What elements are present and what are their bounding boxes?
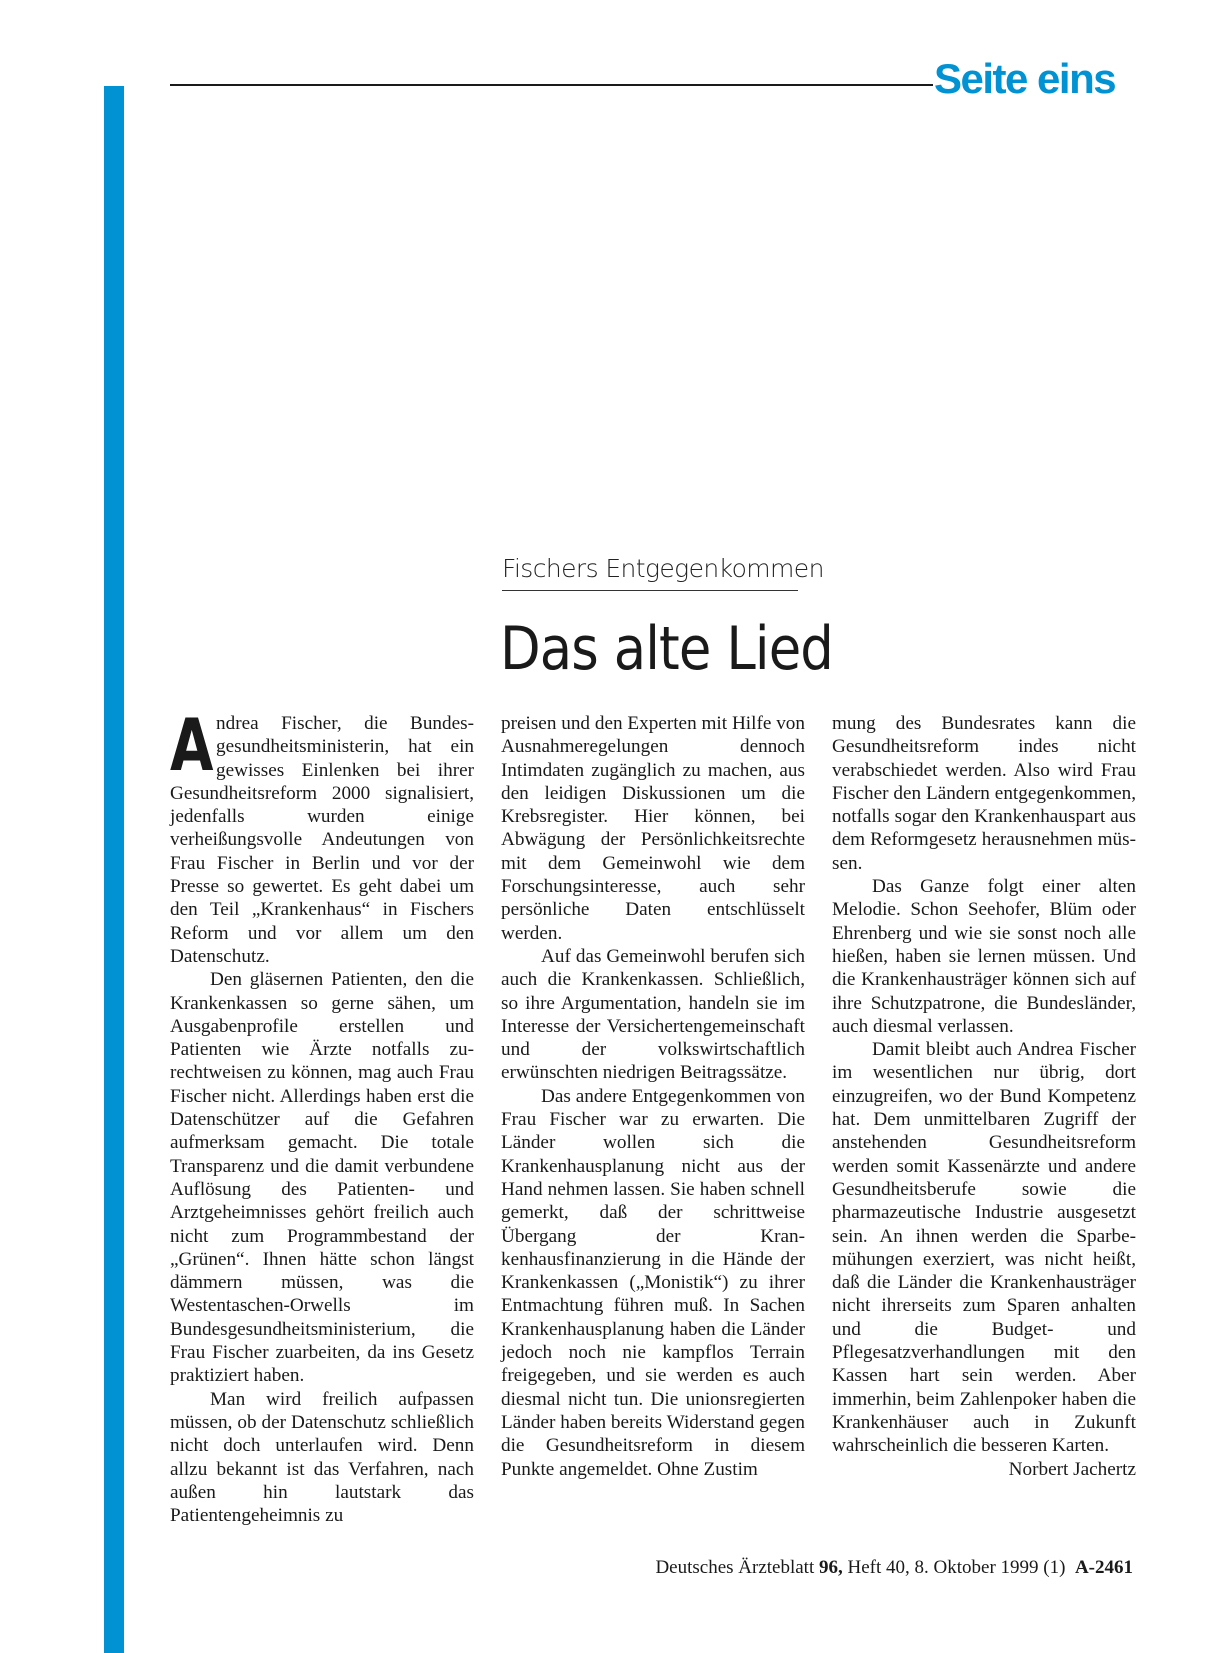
paragraph: [832, 1038, 1136, 1480]
paragraph: Man wird freilich aufpassen müssen, ob der Datenschutz schließlich nicht doch unterlaufen wird. Denn allzu bekannt ist das Verfahren, nach außen hin lautstark das Patientengeheimnis zu: [170, 1388, 474, 1527]
header-rule: [170, 84, 933, 86]
kicker-underline: [502, 590, 798, 591]
paragraph: Das andere Entgegenkommen von Frau Fischer war zu erwarten. Die Länder wollen sich die Krankenhausplanung nicht aus der Hand nehmen lassen. Sie haben schnell gemerkt, daß der schrittweise Übergang der Krankenhausfinanzierung in die Hände der Krankenkassen („Monistik“) zu ihrer Entmachtung führen muß. In Sachen Krankenhausplanung haben die Länder jedoch noch nie kampflos Terrain freigegeben, und sie werden es auch diesmal nicht tun. Die unionsregierten Länder haben bereits Widerstand gegen die Gesundheitsreform in diesem Punkte angemeldet. Ohne Zustim: [501, 1085, 805, 1480]
paragraph: Auf das Gemeinwohl berufen sich auch die Krankenkassen. Schließlich, so ihre Argumentation, handeln sie im Interesse der Versichertengemeinschaft und der volkswirtschaftlich erwünschten niedrigen Beitragssätze.: [501, 945, 805, 1084]
section-title: Seite eins: [934, 55, 1116, 102]
article-kicker: Fischers Entgegenkommen: [502, 554, 824, 583]
journal-volume: 96,: [819, 1557, 843, 1578]
paragraph: Das Ganze folgt einer alten Melodie. Schon Seehofer, Blüm oder Ehrenberg und wie sie sonst noch alle hießen, haben sie lernen müssen. Und die Krankenhausträger können sich auf ihre Schutzpatrone, die Bundesländer, auch diesmal verlassen.: [832, 876, 1136, 1037]
accent-sidebar-bar: [104, 86, 124, 1653]
journal-name: Deutsches Ärzteblatt: [655, 1557, 815, 1578]
author-name: Norbert Jachertz: [1008, 1458, 1136, 1480]
page-footer: [655, 1558, 1133, 1577]
issue-date: Heft 40, 8. Oktober 1999 (1): [847, 1557, 1066, 1578]
paragraph: Den gläsernen Patienten, den die Krankenkassen so gerne sähen, um Ausgabenprofile erstellen und Patienten wie Ärzte notfalls zurechtweisen zu können, mag auch Frau Fischer nicht. Allerdings haben erst die Datenschützer auf die Gefahren aufmerksam gemacht. Die totale Transparenz und die damit verbundene Auflösung des Patienten- und Arztgeheimnisses gehört freilich auch nicht zum Programmbestand der „Grünen“. Ihnen hätte schon längst dämmern müssen, was die Westentaschen-Orwells im Bundesgesundheitsministerium, die Frau Fischer zuarbeiten, da ins Gesetz praktiziert haben.: [170, 969, 474, 1387]
paragraph: [170, 703, 474, 968]
paragraph-text: Damit bleibt auch Andrea Fischer im wesentlichen nur übrig, dort einzugreifen, wo der Bund Kompetenz hat. Dem unmittelbaren Zugriff der anstehenden Gesundheitsreform werden somit Kassenärzte und andere Gesundheitsberufe sowie die pharmazeutische Industrie ausgesetzt sein. An ihnen werden die Sparbemühungen exerziert, was nicht heißt, daß die Länder die Krankenhausträger nicht ihrerseits zum Sparen anhalten und die Budget- und Pflegesatzverhandlungen mit den Kassen hart sein werden. Aber immerhin, beim Zahlenpoker haben die Krankenhäuser auch in Zukunft wahrscheinlich die besseren Karten.: [832, 1039, 1136, 1457]
drop-cap: A: [170, 703, 214, 787]
article-column-1: [170, 703, 474, 1527]
article-column-3: [832, 712, 1136, 1481]
article-headline: Das alte Lied: [500, 614, 833, 684]
article-column-2: [501, 712, 805, 1481]
paragraph: mung des Bundesrates kann die Gesundheitsreform indes nicht verabschiedet werden. Also wird Frau Fischer den Ländern entgegenkommen, notfalls sogar den Krankenhauspart aus dem Reformgesetz herausnehmen müssen.: [832, 713, 1136, 874]
paragraph-text: ndrea Fischer, die Bundesgesundheitsministerin, hat ein gewisses Einlenken bei ihrer Gesundheitsreform 2000 signalisiert, jedenfalls wurden einige verheißungsvolle Andeutungen von Frau Fischer in Berlin und vor der Presse so gewertet. Es geht dabei um den Teil „Krankenhaus“ in Fischers Reform und vor allem um den Datenschutz.: [170, 713, 474, 967]
page-number: A-2461: [1074, 1557, 1133, 1578]
paragraph: preisen und den Experten mit Hilfe von Ausnahmeregelungen dennoch Intimdaten zugänglich zu machen, aus den leidigen Diskussionen um die Krebsregister. Hier können, bei Abwägung der Persönlichkeitsrechte mit dem Gemeinwohl wie dem Forschungsinteresse, auch sehr persönliche Daten entschlüsselt werden.: [501, 713, 805, 944]
